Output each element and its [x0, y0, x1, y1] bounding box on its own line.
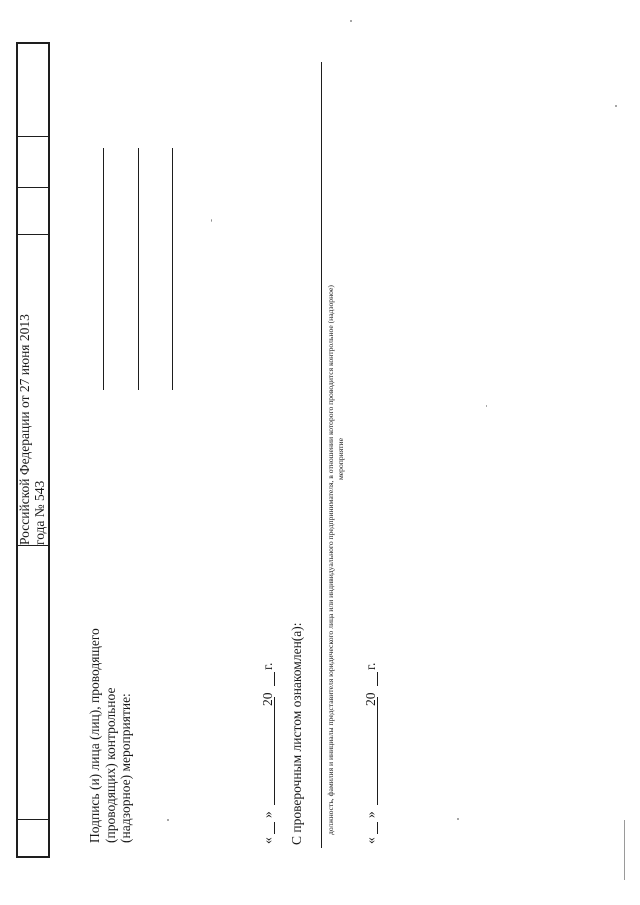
- acquaintance-label: С проверочным листом ознакомлен(а):: [289, 622, 304, 845]
- scan-speck: [211, 219, 212, 222]
- representative-caption-line2: мероприятие: [336, 438, 345, 480]
- signature-line: [172, 148, 173, 390]
- date-year-suffix: г.: [260, 662, 275, 670]
- table-top-border: [16, 42, 50, 44]
- date-open-quote: «: [363, 837, 378, 844]
- table-divider: [16, 234, 50, 235]
- date-year-prefix: 20: [260, 692, 275, 706]
- table-right-border: [48, 42, 50, 858]
- scan-edge-mark: [624, 820, 625, 880]
- table-divider: [16, 819, 50, 820]
- representative-caption-line1: должность, фамилия и инициалы представителя юридического лица или индивидуального предпринимателя, в отношении которого проводится контрольное (надзорное): [326, 285, 335, 835]
- scan-speck: [167, 819, 169, 821]
- scan-speck: [350, 20, 352, 22]
- table-bottom-border: [16, 856, 50, 858]
- signature-line: [138, 148, 139, 390]
- scan-speck: [486, 405, 487, 407]
- date-year-suffix: г.: [363, 662, 378, 670]
- signature-line: [103, 148, 104, 390]
- table-divider: [16, 136, 50, 137]
- date-year-prefix: 20: [363, 692, 378, 706]
- reference-text-line1: Российской Федерации от 27 июня 2013: [17, 314, 32, 545]
- date-month-blank: [377, 697, 378, 805]
- scan-speck: [457, 818, 459, 820]
- signature-label-line2: (проводящих) контрольное: [103, 687, 118, 843]
- date-open-quote: «: [260, 837, 275, 844]
- scan-speck: [615, 105, 617, 107]
- date-year-blank: [274, 672, 275, 686]
- date-day-blank: [274, 822, 275, 834]
- signature-label-line3: (надзорное) мероприятие:: [118, 693, 133, 843]
- date-close-quote: »: [260, 811, 275, 818]
- representative-signature-line: [321, 62, 322, 848]
- reference-text-line2: года № 543: [32, 480, 47, 545]
- date-year-blank: [377, 672, 378, 686]
- table-divider: [16, 545, 50, 546]
- date-month-blank: [274, 697, 275, 805]
- signature-label-line1: Подпись (и) лица (лиц), проводящего: [87, 628, 102, 843]
- date-day-blank: [377, 822, 378, 834]
- table-divider: [16, 187, 50, 188]
- date-close-quote: »: [363, 811, 378, 818]
